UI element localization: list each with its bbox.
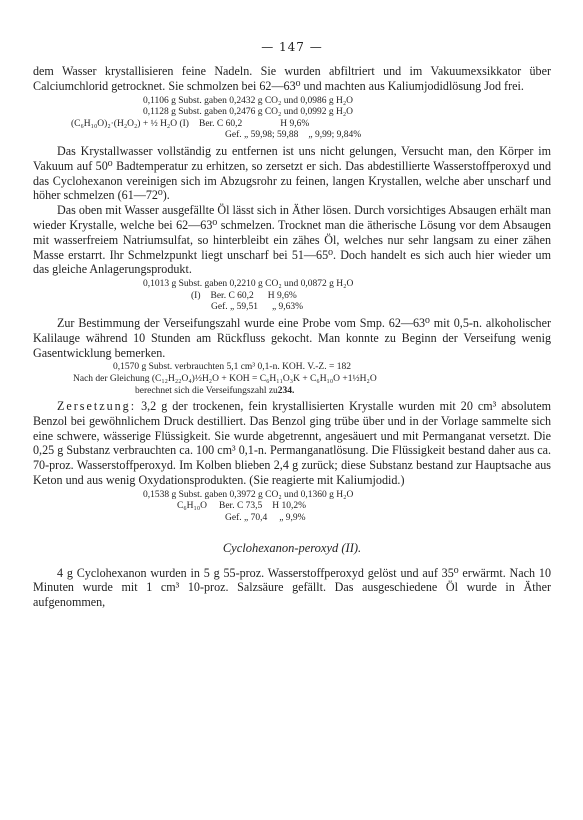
- analysis-line: 0,1106 g Subst. gaben 0,2432 g CO₂ und 0,0986 g H₂O: [143, 95, 353, 106]
- section-label: Zersetzung:: [57, 399, 137, 414]
- calculated: Ber. C 73,5: [219, 501, 263, 512]
- formula: C₆H₁₀O: [177, 501, 207, 512]
- formula-ref: (I): [191, 290, 201, 301]
- found-h: „ 9,9%: [279, 513, 306, 524]
- calculated-h: H 9,6%: [267, 290, 297, 301]
- analysis-line: 0,1128 g Subst. gaben 0,2476 g CO₂ und 0,0992 g H₂O: [143, 107, 353, 118]
- saponification-value: 234.: [277, 385, 295, 396]
- found-h: „ 9,99; 9,84%: [308, 130, 362, 141]
- calculated: Ber. C 60,2: [198, 118, 243, 129]
- paragraph-1: dem Wasser krystallisieren feine Nadeln. Sie wurden abfiltriert und im Vakuumexsikkator über Calciumchlorid getrocknet. Sie schmolzen bei 62—63⁰ und machten aus Kaliumjodidlösung Jod frei.: [33, 64, 551, 93]
- found: Gef. „ 59,98; 59,88: [225, 130, 299, 141]
- calculated: Ber. C 60,2: [210, 290, 254, 301]
- found: Gef. „ 59,51: [211, 302, 258, 313]
- paragraph-5-text: 3,2 g der trockenen, fein krystallisierten Krystalle wurden mit 20 cm³ absolutem Benzol bei gewöhnlichem Druck destilliert. Das Benzol ging trübe über und in der Vorlage sammelte sich eine schwere, wässerige Flüssigkeit. Sie wurde abgetrennt, angesäuert und mit Permanganat versetzt. Die 0,25 g Substanz verbrauchten ca. 100 cm³ 0,1-n. Permanganatlösung. Die Flüssigkeit bestand daher aus ca. 70-proz. Wasserstoffperoxyd. Im Kolben blieben 2,4 g zurück; diese Substanz bestand zur Hauptsache aus Keton und aus wenig Oxydationsprodukten. (Sie reagierte mit Kaliumjodid.): [33, 399, 551, 488]
- analysis-line: Nach der Gleichung (C₁₂H₂₂O₄)½H₂O + KOH = C₆H₁₁O₃K + C₆H₁₀O +1½H₂O: [73, 373, 377, 384]
- analysis-line: 0,1013 g Subst. gaben 0,2210 g CO₂ und 0,0872 g H₂O: [143, 279, 354, 290]
- analysis-block-1: [71, 95, 551, 142]
- paragraph-5: [33, 399, 551, 488]
- paragraph-4: Zur Bestimmung der Verseifungszahl wurde eine Probe vom Smp. 62—63⁰ mit 0,5-n. alkoholischer Kalilauge während 10 Stunden am Rückfluss gekocht. Man konnte zu Beginn der Verseifung wenig Gasentwicklung bemerken.: [33, 315, 551, 360]
- analysis-line: [211, 302, 551, 314]
- analysis-block-4: [143, 490, 551, 525]
- analysis-line: [225, 130, 551, 142]
- section-heading: Cyclohexanon-peroxyd (II).: [222, 540, 362, 555]
- saponification-text: berechnet sich die Verseifungszahl zu: [135, 385, 278, 396]
- page: [33, 40, 551, 610]
- analysis-line: [191, 291, 551, 303]
- analysis-block-2: [143, 279, 551, 314]
- found-h: „ 9,63%: [271, 302, 304, 313]
- analysis-line: [177, 501, 551, 513]
- calculated-h: H 10,2%: [272, 501, 307, 512]
- analysis-line: [225, 513, 551, 525]
- analysis-block-3: [73, 362, 551, 397]
- analysis-line: 0,1570 g Subst. verbrauchten 5,1 cm³ 0,1-n. KOH. V.-Z. = 182: [113, 362, 351, 373]
- formula: (C₆H₁₀O)₂·(H₂O₂) + ½ H₂O (I): [71, 118, 189, 129]
- calculated-h: H 9,6%: [280, 118, 310, 129]
- found: Gef. „ 70,4: [225, 513, 268, 524]
- paragraph-2: Das Krystallwasser vollständig zu entfernen ist uns nicht gelungen, Versucht man, den Körper im Vakuum auf 50⁰ Badtemperatur zu erhitzen, so zersetzt er sich. Das abdestillierte Wasserstoffperoxyd und das Cyclohexanon vereinigen sich im Abzugsrohr zu feinen, langen Krystallen, welche aber unscharf und höher schmelzen (61—72⁰).: [33, 143, 551, 203]
- paragraph-3: Das oben mit Wasser ausgefällte Öl lässt sich in Äther lösen. Durch vorsichtiges Absaugen erhält man wieder Krystalle, welche bei 62—63⁰ schmelzen. Trocknet man die ätherische Lösung vor dem Absaugen mit wasserfreiem Natriumsulfat, so hinterbleibt ein zähes Öl, welches nur sehr langsam zu einer zähen Masse erstarrt. Ihr Schmelzpunkt liegt unscharf bei 51—65⁰. Doch handelt es sich auch hier wieder um das gleiche Anlagerungsprodukt.: [33, 203, 551, 277]
- analysis-line: [71, 119, 551, 131]
- analysis-line: 0,1538 g Subst. gaben 0,3972 g CO₂ und 0,1360 g H₂O: [143, 489, 354, 500]
- page-number: — 147 —: [261, 40, 323, 54]
- paragraph-6: 4 g Cyclohexanon wurden in 5 g 55-proz. Wasserstoffperoxyd gelöst und auf 35⁰ erwärmt. Nach 10 Minuten wurde mit 1 cm³ 10-proz. Salzsäure gefällt. Das ausgeschiedene Öl wurde in Äther aufgenommen,: [33, 565, 551, 610]
- analysis-line: [135, 386, 551, 398]
